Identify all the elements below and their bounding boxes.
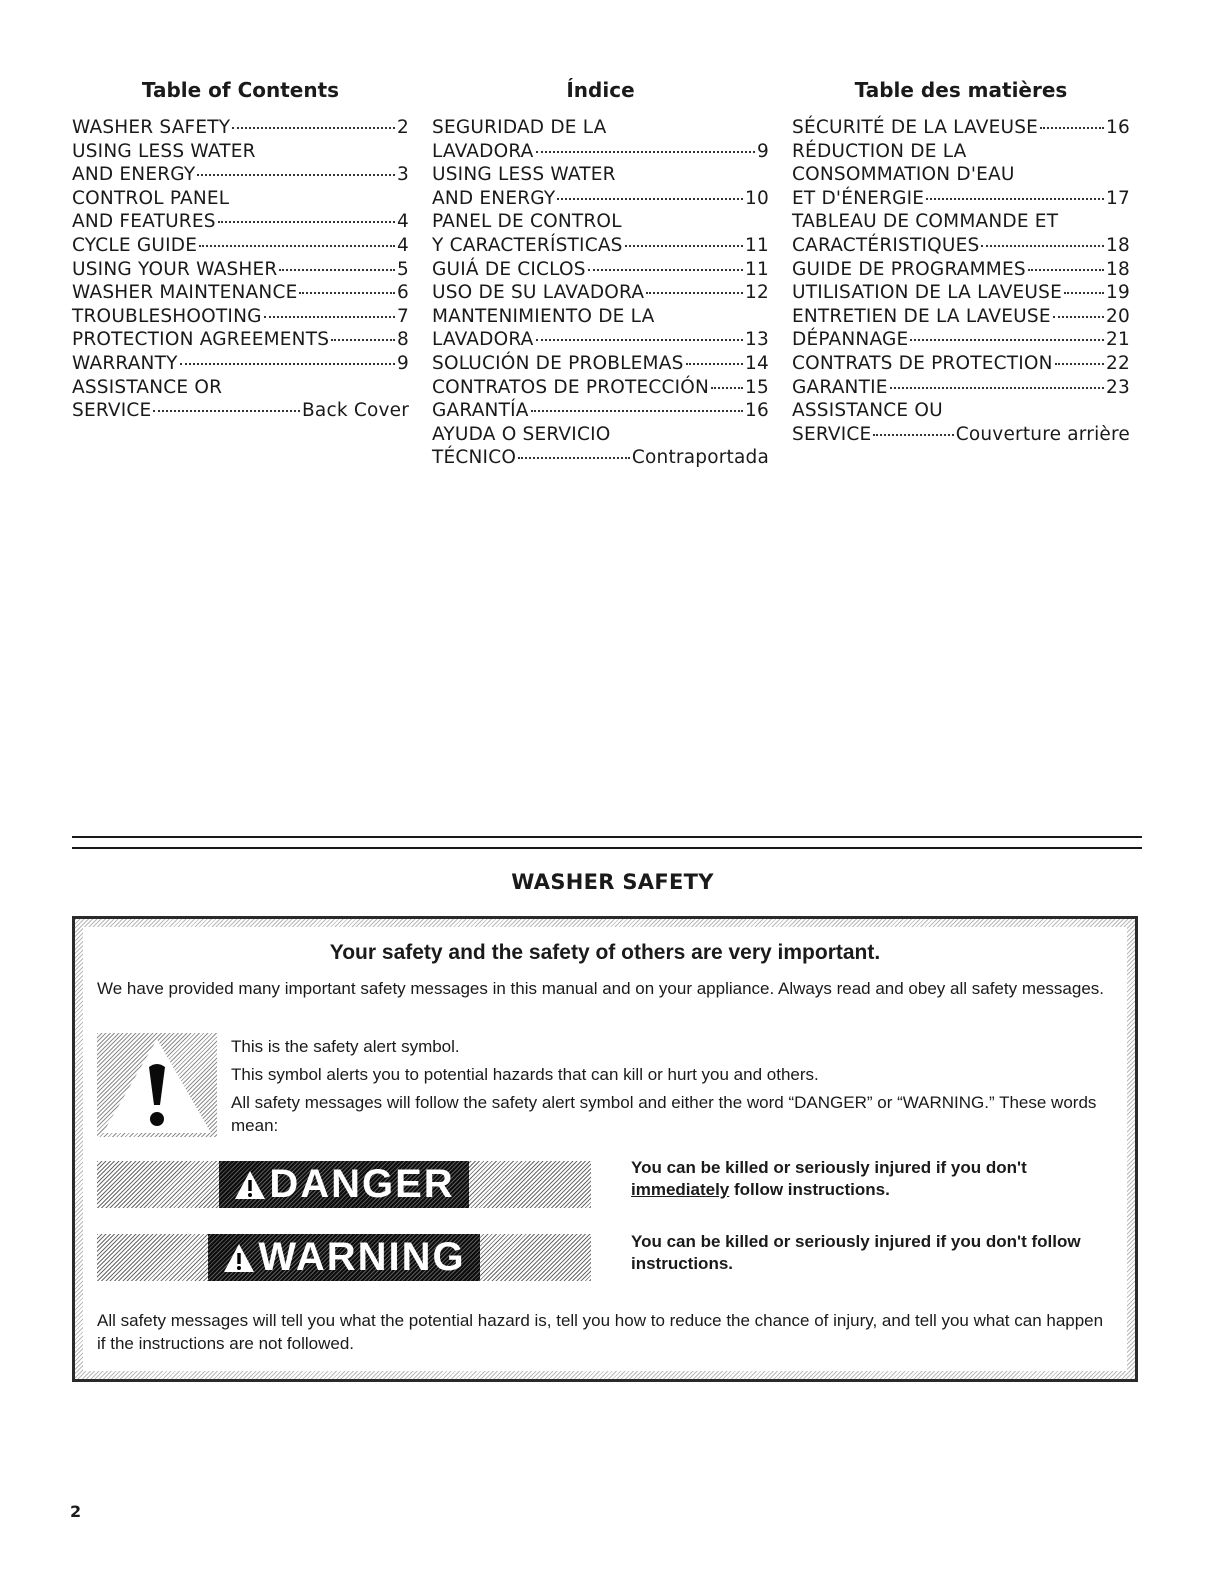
- toc-dot-leader: [1055, 363, 1104, 365]
- toc-spanish-title: Índice: [566, 78, 635, 102]
- toc-entry: [72, 234, 409, 258]
- toc-entry-title: ASSISTANCE OU: [792, 400, 943, 422]
- toc-entry: [792, 423, 1130, 447]
- warning-triangle-icon: [222, 1242, 256, 1274]
- toc-entry: [792, 258, 1130, 282]
- toc-entry-title: GARANTIE: [792, 376, 888, 398]
- toc-entry: [432, 234, 769, 258]
- toc-dot-leader: [531, 410, 743, 412]
- toc-entry-title: CARACTÉRISTIQUES: [792, 234, 980, 256]
- toc-entry-page: 3: [397, 164, 409, 186]
- toc-entry-title: SERVICE: [72, 400, 152, 422]
- toc-entry-title: WASHER SAFETY: [72, 117, 231, 138]
- toc-entry-title: SÉCURITÉ DE LA LAVEUSE: [792, 117, 1039, 138]
- toc-entry: [72, 187, 409, 211]
- toc-entry-title: SEGURIDAD DE LA: [432, 117, 607, 138]
- toc-entry-title: ET D'ÉNERGIE: [792, 187, 925, 209]
- toc-dot-leader: [199, 245, 395, 247]
- section-title: WASHER SAFETY: [511, 870, 714, 894]
- toc-dot-leader: [981, 245, 1104, 247]
- section-divider-top: [72, 836, 1142, 838]
- toc-entry: [792, 352, 1130, 376]
- toc-entry-page: 8: [397, 329, 409, 351]
- warning-signal-word: [97, 1234, 591, 1281]
- toc-dot-leader: [1064, 292, 1104, 294]
- toc-french: [792, 78, 1130, 446]
- toc-entry: [792, 116, 1130, 140]
- toc-entry-title: SOLUCIÓN DE PROBLEMAS: [432, 352, 684, 374]
- toc-entry-title: CONTROL PANEL: [72, 187, 230, 209]
- toc-entry: [432, 399, 769, 423]
- toc-entry: [432, 163, 769, 187]
- toc-entry-page: 21: [1106, 329, 1130, 351]
- toc-entry-title: LAVADORA: [432, 140, 534, 162]
- toc-dot-leader: [536, 339, 744, 341]
- toc-entry: [72, 140, 409, 164]
- toc-dot-leader: [279, 269, 395, 271]
- toc-entry-page: 19: [1106, 282, 1130, 304]
- toc-dot-leader: [197, 174, 395, 176]
- toc-entry-title: TROUBLESHOOTING: [72, 305, 262, 327]
- toc-entry-title: WASHER MAINTENANCE: [72, 282, 298, 304]
- safety-heading: Your safety and the safety of others are very important.: [329, 941, 881, 964]
- toc-dot-leader: [153, 410, 300, 412]
- toc-entry-page: 12: [745, 282, 769, 304]
- safety-box: [72, 916, 1138, 1382]
- safety-box-content: [83, 927, 1127, 1371]
- toc-dot-leader: [299, 292, 395, 294]
- toc-entry: [72, 258, 409, 282]
- toc-entry-title: USING LESS WATER: [72, 140, 256, 162]
- toc-dot-leader: [1053, 316, 1104, 318]
- toc-entry-title: Y CARACTERÍSTICAS: [432, 234, 623, 256]
- toc-entry-page: 18: [1106, 234, 1130, 256]
- toc-entry-title: ASSISTANCE OR: [72, 376, 223, 398]
- toc-dot-leader: [910, 339, 1104, 341]
- section-divider-bottom: [72, 847, 1142, 849]
- toc-entry-title: AND FEATURES: [72, 211, 216, 233]
- toc-entry-title: ENTRETIEN DE LA LAVEUSE: [792, 305, 1051, 327]
- toc-entry-page: 20: [1106, 305, 1130, 327]
- toc-dot-leader: [557, 198, 743, 200]
- toc-entry: [432, 187, 769, 211]
- toc-entry-page: 15: [745, 376, 769, 398]
- toc-entry-page: 22: [1106, 352, 1130, 374]
- toc-entry: [792, 234, 1130, 258]
- toc-dot-leader: [232, 127, 395, 129]
- toc-entry: [72, 376, 409, 400]
- toc-entry-page: 16: [1106, 117, 1130, 138]
- toc-entry: [432, 210, 769, 234]
- toc-entry-page: 17: [1106, 187, 1130, 209]
- toc-french-list: [792, 116, 1130, 446]
- toc-entry-page: 10: [745, 187, 769, 209]
- toc-entry-title: MANTENIMIENTO DE LA: [432, 305, 655, 327]
- toc-spanish-list: [432, 116, 769, 470]
- toc-entry-title: USING YOUR WASHER: [72, 258, 278, 280]
- toc-entry: [72, 305, 409, 329]
- alert-explanation: [231, 1035, 1107, 1142]
- warning-description: You can be killed or seriously injured if you don't follow instructions.: [631, 1232, 1081, 1273]
- toc-entry: [792, 399, 1130, 423]
- toc-entry-page: 13: [745, 329, 769, 351]
- toc-entry: [72, 352, 409, 376]
- toc-entry-page: Contraportada: [631, 447, 769, 469]
- toc-entry-page: 18: [1106, 258, 1130, 280]
- toc-entry-title: USING LESS WATER: [432, 164, 616, 186]
- toc-dot-leader: [331, 339, 395, 341]
- toc-entry-page: 6: [397, 282, 409, 304]
- alert-line: This is the safety alert symbol.: [231, 1037, 460, 1056]
- emphasis-immediately: immediately: [631, 1180, 730, 1199]
- toc-entry: [72, 210, 409, 234]
- toc-entry-page: 9: [757, 140, 769, 162]
- toc-english-list: [72, 116, 409, 423]
- toc-dot-leader: [711, 387, 743, 389]
- toc-entry: [792, 140, 1130, 164]
- toc-french-title: Table des matières: [854, 78, 1068, 102]
- toc-entry: [792, 163, 1130, 187]
- toc-entry-page: Back Cover: [302, 400, 409, 422]
- toc-entry-title: TABLEAU DE COMMANDE ET: [792, 211, 1059, 233]
- toc-entry-title: WARRANTY: [72, 352, 178, 374]
- toc-entry: [432, 140, 769, 164]
- safety-alert-icon: [97, 1033, 217, 1137]
- toc-entry: [792, 187, 1130, 211]
- toc-dot-leader: [180, 363, 395, 365]
- toc-entry-title: CONTRATS DE PROTECTION: [792, 352, 1053, 374]
- toc-entry: [432, 352, 769, 376]
- toc-entry-title: TÉCNICO: [432, 447, 517, 469]
- toc-spanish: [432, 78, 769, 470]
- alert-line: All safety messages will follow the safety alert symbol and either the word “DANGER” or “WARNING.” These words mean:: [231, 1093, 1097, 1135]
- safety-intro: We have provided many important safety messages in this manual and on your appliance. Always read and obey all safety messages.: [97, 979, 1105, 998]
- toc-entry-title: GARANTÍA: [432, 400, 529, 422]
- page-number: 2: [70, 1502, 82, 1521]
- toc-entry-page: 16: [745, 400, 769, 422]
- toc-entry-title: CONTRATOS DE PROTECCIÓN: [432, 376, 710, 398]
- warning-label: WARNING: [258, 1235, 466, 1279]
- toc-entry-page: 2: [397, 117, 409, 138]
- toc-entry-title: GUIDE DE PROGRAMMES: [792, 258, 1026, 280]
- toc-entry-page: 5: [397, 258, 409, 280]
- danger-label: DANGER: [269, 1162, 455, 1206]
- toc-entry: [432, 116, 769, 140]
- toc-entry: [72, 281, 409, 305]
- toc-entry-page: 23: [1106, 376, 1130, 398]
- toc-entry-page: 11: [745, 234, 769, 256]
- toc-entry: [432, 258, 769, 282]
- toc-entry-page: Couverture arrière: [955, 423, 1130, 445]
- toc-entry-title: PROTECTION AGREEMENTS: [72, 329, 330, 351]
- toc-entry: [792, 328, 1130, 352]
- toc-entry: [792, 305, 1130, 329]
- toc-entry-title: UTILISATION DE LA LAVEUSE: [792, 282, 1063, 304]
- alert-line: This symbol alerts you to potential hazards that can kill or hurt you and others.: [231, 1065, 819, 1084]
- toc-dot-leader: [218, 221, 395, 223]
- toc-dot-leader: [686, 363, 744, 365]
- toc-dot-leader: [1040, 127, 1104, 129]
- toc-entry-title: LAVADORA: [432, 329, 534, 351]
- toc-entry: [792, 210, 1130, 234]
- toc-entry: [72, 116, 409, 140]
- toc-entry-page: 14: [745, 352, 769, 374]
- toc-entry-title: AND ENERGY: [72, 164, 196, 186]
- toc-entry: [792, 376, 1130, 400]
- warning-triangle-icon: [233, 1169, 267, 1201]
- toc-entry-title: AND ENERGY: [432, 187, 556, 209]
- toc-dot-leader: [1028, 269, 1104, 271]
- toc-entry: [432, 281, 769, 305]
- danger-signal-word: [97, 1161, 591, 1208]
- toc-entry: [432, 376, 769, 400]
- toc-dot-leader: [873, 434, 953, 436]
- toc-entry-page: 11: [745, 258, 769, 280]
- toc-dot-leader: [646, 292, 743, 294]
- toc-dot-leader: [926, 198, 1104, 200]
- toc-dot-leader: [536, 151, 756, 153]
- toc-entry-title: RÉDUCTION DE LA: [792, 140, 967, 162]
- toc-entry-title: GUIÁ DE CICLOS: [432, 258, 586, 280]
- toc-dot-leader: [625, 245, 743, 247]
- toc-entry-page: 9: [397, 352, 409, 374]
- toc-entry-title: CONSOMMATION D'EAU: [792, 164, 1015, 186]
- toc-entry: [432, 328, 769, 352]
- toc-entry: [72, 399, 409, 423]
- toc-entry: [432, 305, 769, 329]
- safety-outro: All safety messages will tell you what the potential hazard is, tell you how to reduce the chance of injury, and tell you what can happen if the instructions are not followed.: [97, 1311, 1104, 1353]
- toc-dot-leader: [890, 387, 1104, 389]
- toc-english-title: Table of Contents: [141, 78, 340, 102]
- toc-entry-title: SERVICE: [792, 423, 872, 445]
- toc-dot-leader: [588, 269, 743, 271]
- toc-entry: [432, 423, 769, 447]
- toc-entry-title: PANEL DE CONTROL: [432, 211, 622, 233]
- toc-entry-page: 4: [397, 211, 409, 233]
- toc-entry: [432, 446, 769, 470]
- toc-entry-page: 7: [397, 305, 409, 327]
- toc-entry: [792, 281, 1130, 305]
- toc-english: [72, 78, 409, 423]
- danger-description: You can be killed or seriously injured if you don't immediately follow instructions.: [631, 1158, 1027, 1199]
- toc-entry-title: CYCLE GUIDE: [72, 234, 198, 256]
- toc-entry-title: AYUDA O SERVICIO: [432, 423, 611, 445]
- toc-entry: [72, 328, 409, 352]
- toc-entry-title: DÉPANNAGE: [792, 329, 909, 351]
- toc-entry-page: 4: [397, 234, 409, 256]
- toc-entry-title: USO DE SU LAVADORA: [432, 282, 645, 304]
- toc-dot-leader: [518, 457, 630, 459]
- toc-entry: [72, 163, 409, 187]
- toc-dot-leader: [264, 316, 395, 318]
